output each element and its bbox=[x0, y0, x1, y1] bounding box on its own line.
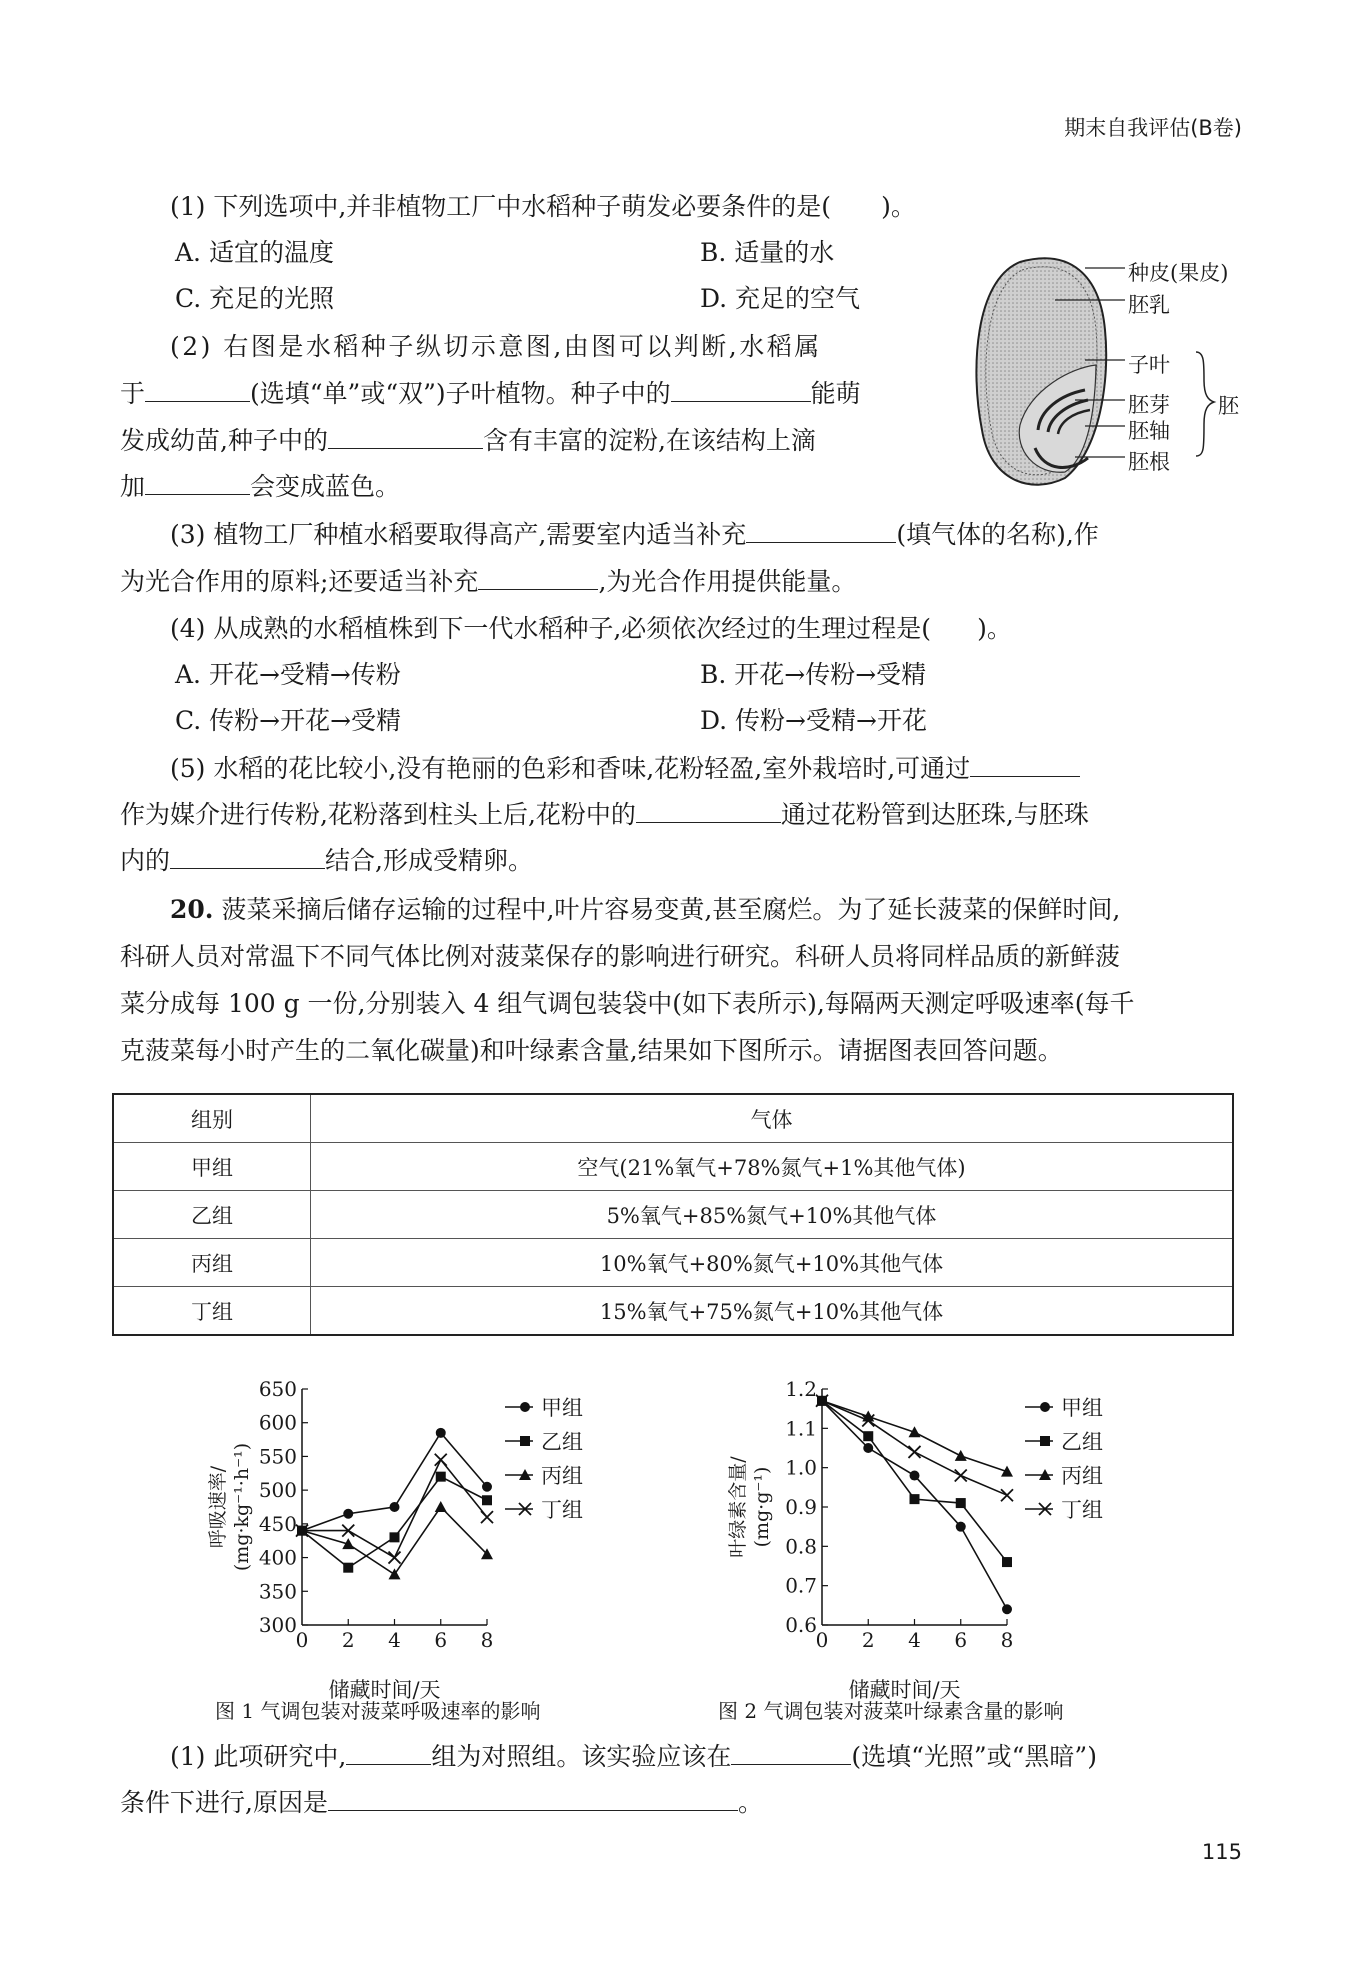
q19-part1-option-d: D. 充足的空气 bbox=[700, 284, 861, 313]
x-axis-label: 储藏时间/天 bbox=[848, 1678, 961, 1702]
q19-part2-line4 bbox=[120, 470, 400, 504]
q19-part3-text: (3) 植物工厂种植水稻要取得高产,需要室内适当补充 bbox=[170, 520, 747, 549]
q19-part1-option-c: C. 充足的光照 bbox=[175, 284, 335, 313]
data-point bbox=[956, 1522, 966, 1532]
data-point bbox=[482, 1495, 492, 1505]
y-tick-label: 400 bbox=[258, 1545, 297, 1570]
answer-blank[interactable] bbox=[636, 821, 781, 823]
table-row bbox=[113, 1143, 1233, 1191]
series-line bbox=[822, 1401, 1007, 1495]
answer-blank[interactable] bbox=[746, 541, 896, 543]
table-cell: 15%氧气+75%氮气+10%其他气体 bbox=[311, 1287, 1234, 1336]
respiration-rate-chart bbox=[190, 1375, 640, 1702]
y-tick-label: 1.2 bbox=[785, 1377, 817, 1401]
data-point bbox=[955, 1450, 967, 1461]
y-axis-label bbox=[207, 1443, 253, 1571]
y-tick-label: 500 bbox=[258, 1478, 297, 1503]
data-point bbox=[390, 1502, 400, 1512]
table-cell: 空气(21%氧气+78%氮气+1%其他气体) bbox=[311, 1143, 1234, 1191]
legend-label: 丁组 bbox=[541, 1498, 583, 1522]
q19-part3-line2 bbox=[120, 565, 856, 599]
q19-part2-line3 bbox=[120, 424, 816, 458]
q19-part2-text: 加 bbox=[120, 472, 146, 501]
table-row bbox=[113, 1191, 1233, 1239]
x-tick-label: 0 bbox=[295, 1628, 309, 1652]
legend-label: 丁组 bbox=[1061, 1498, 1103, 1522]
q19-part5-text: 通过花粉管到达胚珠,与胚珠 bbox=[780, 800, 1089, 829]
data-point bbox=[910, 1494, 920, 1504]
plumule-label: 胚芽 bbox=[1128, 393, 1170, 417]
legend-label: 丙组 bbox=[1061, 1464, 1103, 1488]
series-line bbox=[302, 1477, 487, 1568]
data-point bbox=[482, 1482, 492, 1492]
data-point bbox=[1001, 1466, 1013, 1477]
q19-part2-text: (选填“单”或“双”)子叶植物。种子中的 bbox=[250, 379, 671, 408]
data-point bbox=[863, 1443, 873, 1453]
data-point bbox=[436, 1428, 446, 1438]
table-header-row bbox=[113, 1094, 1233, 1143]
x-tick-label: 4 bbox=[388, 1628, 401, 1652]
figure1-caption: 图 1 气调包装对菠菜呼吸速率的影响 bbox=[215, 1699, 541, 1723]
table-row bbox=[113, 1239, 1233, 1287]
x-axis-label: 储藏时间/天 bbox=[328, 1678, 441, 1702]
table-cell: 10%氧气+80%氮气+10%其他气体 bbox=[311, 1239, 1234, 1287]
q19-part5-line3 bbox=[120, 844, 533, 878]
legend-marker bbox=[520, 1436, 530, 1446]
legend-label: 甲组 bbox=[541, 1396, 583, 1420]
x-tick-label: 8 bbox=[480, 1628, 494, 1652]
data-point bbox=[1002, 1557, 1012, 1567]
q20-intro-line3: 菜分成每 100 g 一份,分别装入 4 组气调包装袋中(如下表所示),每隔两天测定呼吸速率(每千 bbox=[120, 989, 1135, 1018]
answer-blank[interactable] bbox=[671, 400, 811, 402]
seed-coat-label: 种皮(果皮) bbox=[1128, 261, 1229, 285]
q19-part4-stem-text: (4) 从成熟的水稻植株到下一代水稻种子,必须依次经过的生理过程是( bbox=[170, 614, 932, 643]
q19-part4-stem-tail: )。 bbox=[977, 614, 1012, 643]
q19-part4-stem bbox=[170, 612, 1012, 646]
q19-part5-line1 bbox=[170, 752, 1080, 786]
legend-marker bbox=[520, 1402, 530, 1412]
y-tick-label: 0.9 bbox=[785, 1495, 817, 1519]
q20-part1-text: (选填“光照”或“黑暗”) bbox=[851, 1742, 1097, 1771]
data-point bbox=[909, 1426, 921, 1437]
q19-part5-text: (5) 水稻的花比较小,没有艳丽的色彩和香味,花粉轻盈,室外栽培时,可通过 bbox=[170, 754, 971, 783]
data-point bbox=[955, 1470, 967, 1482]
legend-label: 丙组 bbox=[541, 1464, 583, 1488]
y-tick-label: 1.1 bbox=[785, 1416, 817, 1441]
q19-part3-text: ,为光合作用提供能量。 bbox=[598, 567, 857, 596]
x-tick-label: 6 bbox=[434, 1628, 448, 1652]
data-point bbox=[1002, 1604, 1012, 1614]
data-point bbox=[435, 1501, 447, 1512]
y-tick-label: 350 bbox=[258, 1579, 297, 1604]
q19-part2-line2 bbox=[120, 377, 861, 411]
q19-part2-text: 含有丰富的淀粉,在该结构上滴 bbox=[482, 426, 816, 455]
q19-part5-line2 bbox=[120, 798, 1089, 832]
page-number: 115 bbox=[1201, 1840, 1242, 1864]
table-header-cell: 组别 bbox=[113, 1094, 311, 1143]
y-tick-label: 300 bbox=[258, 1613, 297, 1637]
y-tick-label: 0.6 bbox=[785, 1613, 817, 1637]
page-header-section: 期末自我评估(B卷) bbox=[1064, 116, 1242, 140]
data-point bbox=[436, 1472, 446, 1482]
radicle-label: 胚根 bbox=[1128, 450, 1170, 474]
answer-blank[interactable] bbox=[478, 588, 598, 590]
q19-part2-text: 能萌 bbox=[810, 379, 861, 408]
q19-part2-text: 于 bbox=[120, 379, 146, 408]
q19-part4-option-a: A. 开花→受精→传粉 bbox=[175, 660, 401, 689]
q19-part5-text: 作为媒介进行传粉,花粉落到柱头上后,花粉中的 bbox=[120, 800, 636, 829]
answer-blank[interactable] bbox=[328, 447, 483, 449]
q19-part2-text: 会变成蓝色。 bbox=[250, 472, 401, 501]
data-point bbox=[909, 1446, 921, 1458]
y-axis-label-line: (mg·kg⁻¹·h⁻¹) bbox=[231, 1442, 253, 1572]
q19-part3-text: (填气体的名称),作 bbox=[896, 520, 1099, 549]
y-tick-label: 600 bbox=[258, 1410, 297, 1435]
embryo-label: 胚 bbox=[1218, 394, 1239, 418]
y-tick-label: 450 bbox=[258, 1511, 297, 1536]
x-tick-label: 2 bbox=[341, 1628, 355, 1652]
q20-part1-text: 组为对照组。该实验应该在 bbox=[431, 1742, 732, 1771]
q19-part2-text: 发成幼苗,种子中的 bbox=[120, 426, 328, 455]
y-tick-label: 1.0 bbox=[785, 1455, 817, 1480]
data-point bbox=[481, 1511, 493, 1523]
q19-part1-stem-tail: )。 bbox=[881, 192, 916, 221]
q19-part2-line1: (2) 右图是水稻种子纵切示意图,由图可以判断,水稻属 bbox=[170, 332, 822, 361]
q20-intro-line2: 科研人员对常温下不同气体比例对菠菜保存的影响进行研究。科研人员将同样品质的新鲜菠 bbox=[120, 942, 1121, 971]
data-point bbox=[910, 1471, 920, 1481]
x-tick-label: 2 bbox=[861, 1628, 875, 1652]
y-tick-label: 0.7 bbox=[785, 1573, 817, 1598]
answer-blank[interactable] bbox=[731, 1763, 851, 1765]
q20-part1-text: 条件下进行,原因是 bbox=[120, 1788, 328, 1817]
cotyledon-label: 子叶 bbox=[1128, 353, 1170, 377]
q20-intro-line1 bbox=[170, 893, 1120, 927]
data-point bbox=[390, 1532, 400, 1542]
x-tick-label: 6 bbox=[954, 1628, 968, 1652]
y-tick-label: 650 bbox=[258, 1377, 297, 1401]
data-point bbox=[1001, 1489, 1013, 1501]
y-tick-label: 550 bbox=[258, 1444, 297, 1469]
table-header-cell: 气体 bbox=[311, 1094, 1234, 1143]
table-cell: 5%氧气+85%氮气+10%其他气体 bbox=[311, 1191, 1234, 1239]
q20-intro-line4: 克菠菜每小时产生的二氧化碳量)和叶绿素含量,结果如下图所示。请据图表回答问题。 bbox=[120, 1036, 1063, 1065]
q19-part1-option-b: B. 适量的水 bbox=[700, 238, 835, 267]
q19-part1-stem bbox=[170, 190, 916, 224]
data-point bbox=[389, 1568, 401, 1579]
y-axis-label bbox=[727, 1456, 773, 1558]
gas-composition-table bbox=[112, 1093, 1234, 1336]
x-tick-label: 4 bbox=[908, 1628, 921, 1652]
x-tick-label: 8 bbox=[1000, 1628, 1014, 1652]
q20-part1-line2 bbox=[120, 1786, 763, 1820]
hypocotyl-label: 胚轴 bbox=[1128, 419, 1170, 443]
x-tick-label: 0 bbox=[815, 1628, 829, 1652]
table-row bbox=[113, 1287, 1233, 1336]
answer-blank[interactable] bbox=[346, 1763, 431, 1765]
q20-intro-text: 菠菜采摘后储存运输的过程中,叶片容易变黄,甚至腐烂。为了延长菠菜的保鲜时间, bbox=[221, 895, 1121, 924]
q20-number: 20. bbox=[170, 895, 214, 924]
answer-blank[interactable] bbox=[970, 775, 1080, 777]
q20-part1-line1 bbox=[170, 1740, 1097, 1774]
q19-part1-option-a: A. 适宜的温度 bbox=[175, 238, 334, 267]
q19-part1-stem-text: (1) 下列选项中,并非植物工厂中水稻种子萌发必要条件的是( bbox=[170, 192, 832, 221]
table-cell: 丙组 bbox=[113, 1239, 311, 1287]
data-point bbox=[343, 1563, 353, 1573]
data-point bbox=[343, 1509, 353, 1519]
q19-part3-line1 bbox=[170, 518, 1099, 552]
q19-part4-option-d: D. 传粉→受精→开花 bbox=[700, 706, 927, 735]
table-cell: 丁组 bbox=[113, 1287, 311, 1336]
endosperm-label: 胚乳 bbox=[1128, 293, 1170, 317]
legend-label: 甲组 bbox=[1061, 1396, 1103, 1420]
q19-part5-text: 内的 bbox=[120, 846, 171, 875]
q19-part5-text: 结合,形成受精卵。 bbox=[325, 846, 533, 875]
q20-part1-text: (1) 此项研究中, bbox=[170, 1742, 347, 1771]
data-point bbox=[389, 1552, 401, 1564]
legend-marker bbox=[1040, 1436, 1050, 1446]
data-point bbox=[435, 1454, 447, 1466]
data-point bbox=[863, 1431, 873, 1441]
table-cell: 甲组 bbox=[113, 1143, 311, 1191]
table-cell: 乙组 bbox=[113, 1191, 311, 1239]
series-line bbox=[822, 1401, 1007, 1562]
legend-marker bbox=[1040, 1402, 1050, 1412]
q19-part3-text: 为光合作用的原料;还要适当补充 bbox=[120, 567, 479, 596]
q19-part4-option-b: B. 开花→传粉→受精 bbox=[700, 660, 927, 689]
figure2-caption: 图 2 气调包装对菠菜叶绿素含量的影响 bbox=[718, 1699, 1064, 1723]
answer-blank[interactable] bbox=[170, 867, 325, 869]
answer-blank[interactable] bbox=[145, 493, 250, 495]
q19-part4-option-c: C. 传粉→开花→受精 bbox=[175, 706, 402, 735]
q20-part1-text: 。 bbox=[737, 1788, 763, 1817]
answer-blank[interactable] bbox=[328, 1809, 738, 1811]
y-axis-label-line: 呼吸速率/ bbox=[207, 1465, 229, 1549]
legend-label: 乙组 bbox=[541, 1430, 583, 1454]
y-axis-label-line: (mg·g⁻¹) bbox=[751, 1466, 773, 1548]
chlorophyll-content-chart bbox=[710, 1375, 1160, 1702]
data-point bbox=[956, 1498, 966, 1508]
legend-label: 乙组 bbox=[1061, 1430, 1103, 1454]
answer-blank[interactable] bbox=[145, 400, 250, 402]
y-tick-label: 0.8 bbox=[785, 1534, 817, 1559]
y-axis-label-line: 叶绿素含量/ bbox=[727, 1456, 749, 1558]
